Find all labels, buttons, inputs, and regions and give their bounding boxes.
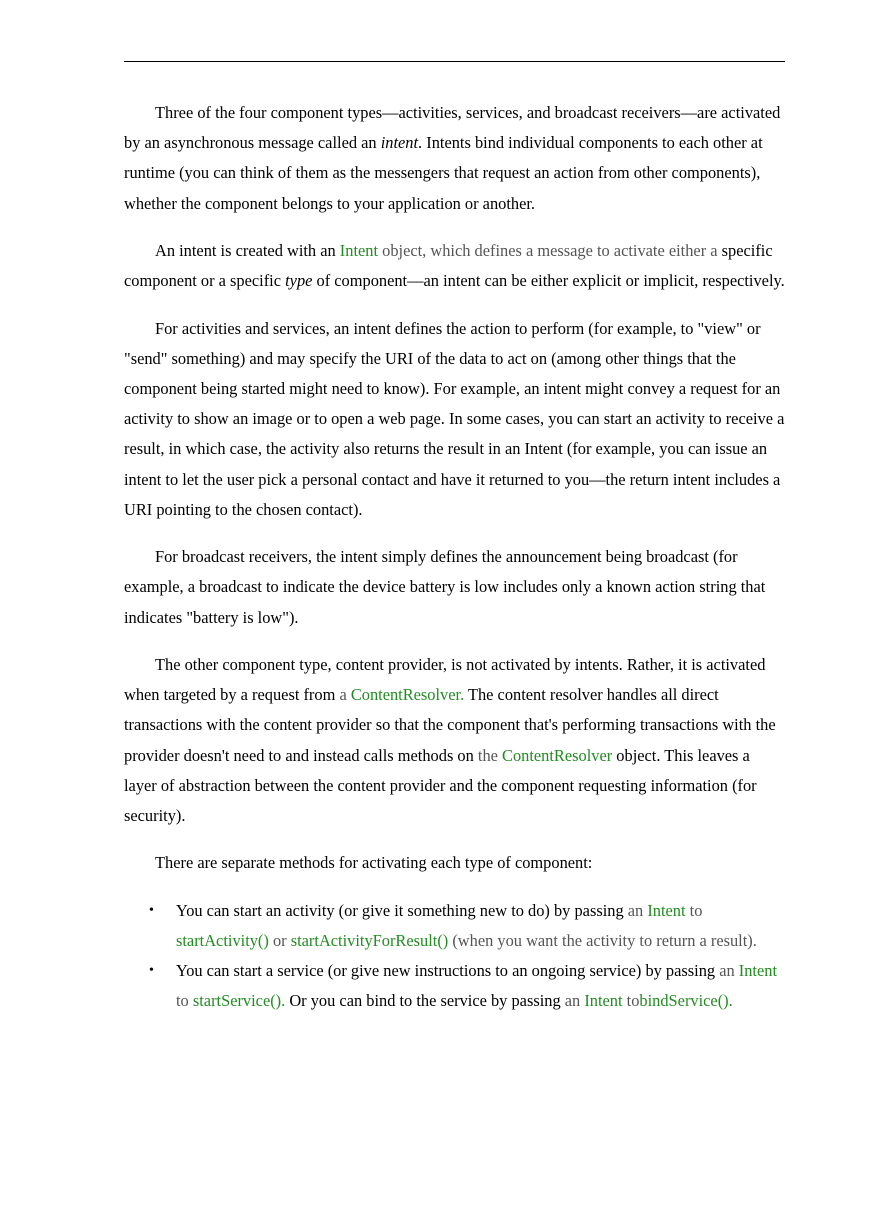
- emphasis-type: type: [285, 271, 313, 291]
- text: or: [268, 931, 291, 950]
- text: specific component or a specific: [124, 241, 773, 291]
- list-item-activity: [176, 896, 785, 956]
- text: You can start a service (or give new instructions to an ongoing service) by passing: [176, 961, 720, 981]
- methods-list: [124, 896, 785, 1017]
- list-item-service: [176, 956, 785, 1016]
- paragraph-content-provider: [124, 650, 785, 831]
- text: to: [622, 991, 640, 1011]
- link-startactivity[interactable]: startActivity(): [176, 931, 269, 950]
- link-startactivityforresult[interactable]: startActivityForResult(): [290, 931, 449, 950]
- paragraph-intents-intro: [124, 98, 785, 219]
- paragraph-intent-object: [124, 236, 785, 296]
- link-intent[interactable]: Intent: [738, 961, 778, 981]
- text: a: [339, 685, 351, 705]
- paragraph-activities-services: For activities and services, an intent defines the action to perform (for example, to "view" or "send" something) and may specify the URI of the data to act on (among other things that the component being started might need to know). For example, an intent might convey a request for an activity to show an image or to open a web page. In some cases, you can start an activity to receive a result, in which case, the activity also returns the result in an Intent (for example, you can issue an intent to let the user pick a personal contact and have it returned to you—the return intent includes a URI pointing to the chosen contact).: [124, 318, 785, 519]
- text: to: [685, 900, 703, 920]
- text: an: [564, 991, 585, 1011]
- text: an: [627, 900, 648, 920]
- text: to: [176, 991, 193, 1011]
- document-body: [124, 98, 785, 1017]
- link-intent[interactable]: Intent: [584, 991, 623, 1011]
- paragraph-methods-intro: There are separate methods for activating each type of component:: [155, 853, 593, 873]
- link-startservice[interactable]: startService().: [192, 991, 286, 1011]
- text: An intent is created with an: [155, 241, 340, 260]
- paragraph-broadcast-receivers: For broadcast receivers, the intent simply defines the announcement being broadcast (for example, a broadcast to indicate the device battery is low includes only a known action string that indicates "battery is low").: [124, 547, 766, 627]
- header-rule: [124, 61, 785, 62]
- link-contentresolver[interactable]: ContentResolver.: [350, 685, 465, 705]
- text: . Intents bind individual components to each other at runtime (you can think of them as the messengers that request an action from other components), whether the component belongs to your application or another.: [124, 133, 763, 213]
- text: an: [719, 961, 739, 981]
- text: (when you want the activity to return a result).: [448, 931, 757, 950]
- text: of component—an intent can be either explicit or implicit, respectively.: [312, 271, 785, 291]
- text: object. This leaves a layer of abstraction between the content provider and the component requesting information (for security).: [124, 745, 757, 826]
- text: object, which defines a message to activate either a: [378, 241, 718, 260]
- link-intent[interactable]: Intent: [339, 241, 379, 260]
- link-contentresolver[interactable]: ContentResolver: [502, 745, 613, 765]
- text: The content resolver handles all direct transactions with the content provider so that the component that's performing transactions with the provider doesn't need to and instead calls methods on: [124, 685, 776, 765]
- link-bindservice[interactable]: bindService().: [639, 991, 733, 1011]
- text: The other component type, content provider, is not activated by intents. Rather, it is activated when targeted by a request from: [124, 655, 766, 705]
- text: Three of the four component types—activities, services, and broadcast receivers—are activated by an asynchronous message called an: [124, 103, 781, 153]
- link-intent[interactable]: Intent: [647, 900, 686, 920]
- text: the: [477, 745, 503, 765]
- emphasis-intent: intent: [380, 133, 419, 153]
- text: You can start an activity (or give it something new to do) by passing: [176, 900, 628, 920]
- text: Or you can bind to the service by passing: [285, 991, 565, 1011]
